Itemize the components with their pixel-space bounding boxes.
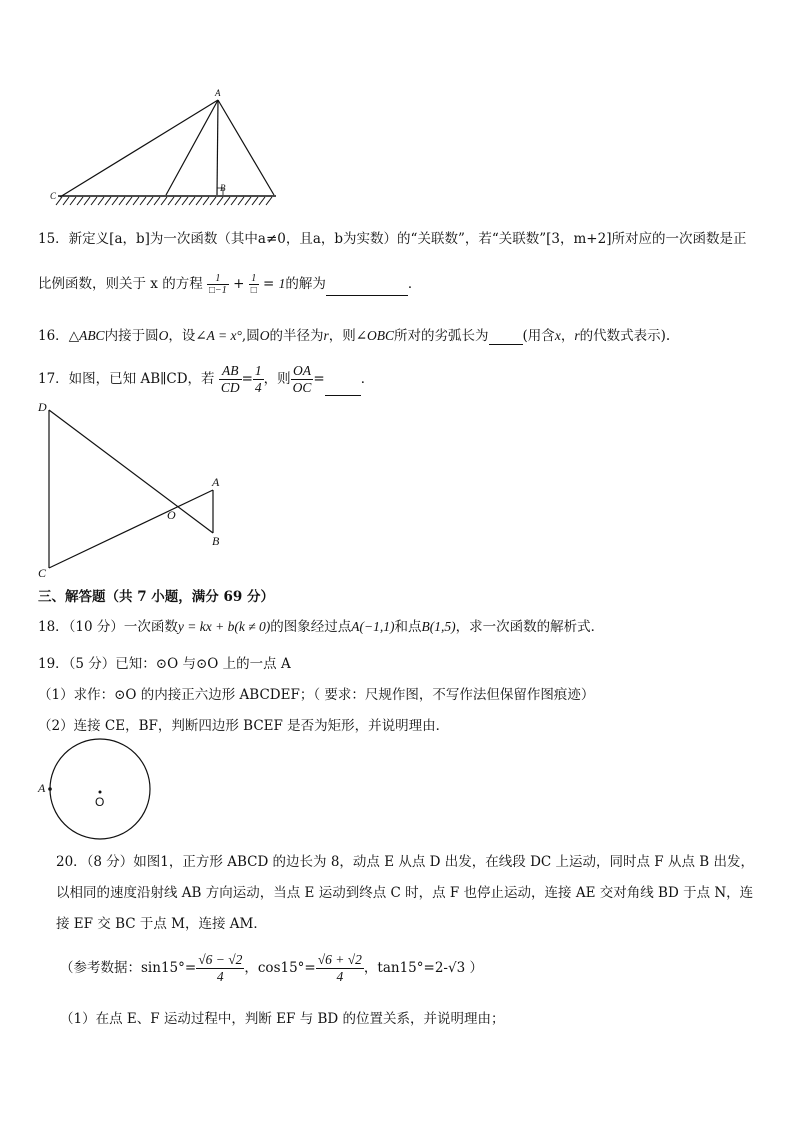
q15-line2-pre: 比例函数，则关于 x 的方程 [38,276,203,292]
q20-line2 [56,884,753,902]
label-A: A [215,88,221,98]
q19-text3: （2）连接 CE，BF，判断四边形 BCEF 是否为矩形，并说明理由． [38,718,450,734]
q17-f3-num: OA [291,363,314,380]
q17-mid: ，则 [263,371,291,387]
q15-line2-post: 的解为 [285,276,326,292]
q15-rhs: 1 [278,276,286,291]
q15-tail: ． [407,276,422,292]
label-C: C [50,191,57,201]
q16-comma: ， [560,328,575,344]
q18-pre: 18．（10 分）一次函数 [38,619,178,635]
label-O2: O [95,795,105,809]
q16-obc: ∠OBC [355,328,395,343]
q20-line3 [56,915,267,933]
q15-plus: + [233,276,245,292]
q17-f3-den: OC [292,380,312,395]
q20-cos-fraction [316,952,364,985]
q20-tan: ，tan15°=2-√3 ） [363,960,483,976]
label-D: D [38,400,47,414]
q18-t3: ，求一次函数的解析式． [455,619,605,635]
q17-eq2: = [313,371,325,387]
q16-o1: O [158,328,169,343]
q20-line4 [60,1010,505,1028]
q17-f2-num: 1 [254,363,262,378]
label-O: O [167,508,176,522]
q16-r2: r [574,328,580,343]
label-B2: B [212,534,220,548]
q20-ref-pre: （参考数据：sin15°= [60,960,197,976]
q15-f2-num: 1 [249,273,259,285]
q16-angle: ∠A = x° [195,328,242,343]
q17-pre: 17．如图，已知 AB∥CD，若 [38,371,215,387]
q17-f1-den: CD [220,380,240,395]
q20-cos-den: 4 [336,969,344,984]
q16-o2: O [259,328,270,343]
q16-t8: 的代数式表示). [579,328,671,344]
label-A2: A [212,475,220,489]
q20-sin-fraction [196,952,244,985]
q15-equals: = [263,276,275,292]
q20-text2: 以相同的速度沿射线 AB 方向运动，当点 E 运动到终点 C 时，点 F 也停止运动，连接 AE 交对角线 BD 于点 N，连 [56,885,754,901]
q15-f1-num: 1 [207,273,229,285]
q20-sin-num: √6 − √2 [198,952,243,967]
q15-f2-den: □ [250,285,257,296]
q20-line1 [56,853,754,871]
q18-equation: y = kx + b(k ≠ 0) [177,619,271,634]
q20-text1: 20．（8 分）如图1，正方形 ABCD 的边长为 8，动点 E 从点 D 出发，在线段 DC 上运动，同时点 F 从点 B 出发， [56,854,754,870]
q16-triangle: △ABC [68,328,105,343]
q20-text3: 接 EF 交 BC 于点 M，连接 AM． [56,916,267,932]
q15-f1-den: □−1 [209,285,227,296]
q16-number: 16． [38,328,69,344]
q16-r1: r [323,328,329,343]
section-3-text: 三、解答题（共 7 小题，满分 69 分） [38,589,274,605]
q20-cos-pre: ，cos15°= [244,960,316,976]
q16-t5: ，则 [328,328,356,344]
q20-cos-num: √6 + √2 [317,952,362,967]
q16-t2: ，设 [168,328,196,344]
q20-text4: （1）在点 E、F 运动过程中，判断 EF 与 BD 的位置关系，并说明理由； [60,1011,505,1027]
q16-t4: 的半径为 [269,328,324,344]
q16-x: x [554,328,561,343]
q17-f1-num: AB [219,363,242,380]
q17-f2-den: 4 [254,380,262,395]
label-A3: A [38,781,46,795]
q17-tail: ． [360,371,375,387]
label-C2: C [38,566,47,580]
q19-text1: 19．（5 分）已知：⊙O 与⊙O 上的一点 A [38,656,291,672]
q18-point-a: A(−1,1) [351,619,395,634]
q20-sin-den: 4 [216,969,224,984]
q18-point-b: B(1,5) [421,619,456,634]
q20-reference-data [60,950,483,986]
q18-t1: 的图象经过点 [270,619,352,635]
q16-t6: 所对的劣弧长为 [394,328,489,344]
q16-t7: (用含 [522,328,555,344]
q16-t3: ,圆 [241,328,260,344]
q18-t2: 和点 [394,619,422,635]
q16-t1: 内接于圆 [104,328,159,344]
q17-eq1: = [241,371,253,387]
q19-text2: （1）求作：⊙O 的内接正六边形 ABCDEF；（ 要求：尺规作图，不写作法但保留作图痕迹） [38,687,595,703]
label-B: B [220,183,226,193]
q15-text: 15．新定义[a，b]为一次函数（其中a≠0，且a，b为实数）的“关联数”，若“关联数”[3，m+2]所对应的一次函数是正 [38,231,747,247]
